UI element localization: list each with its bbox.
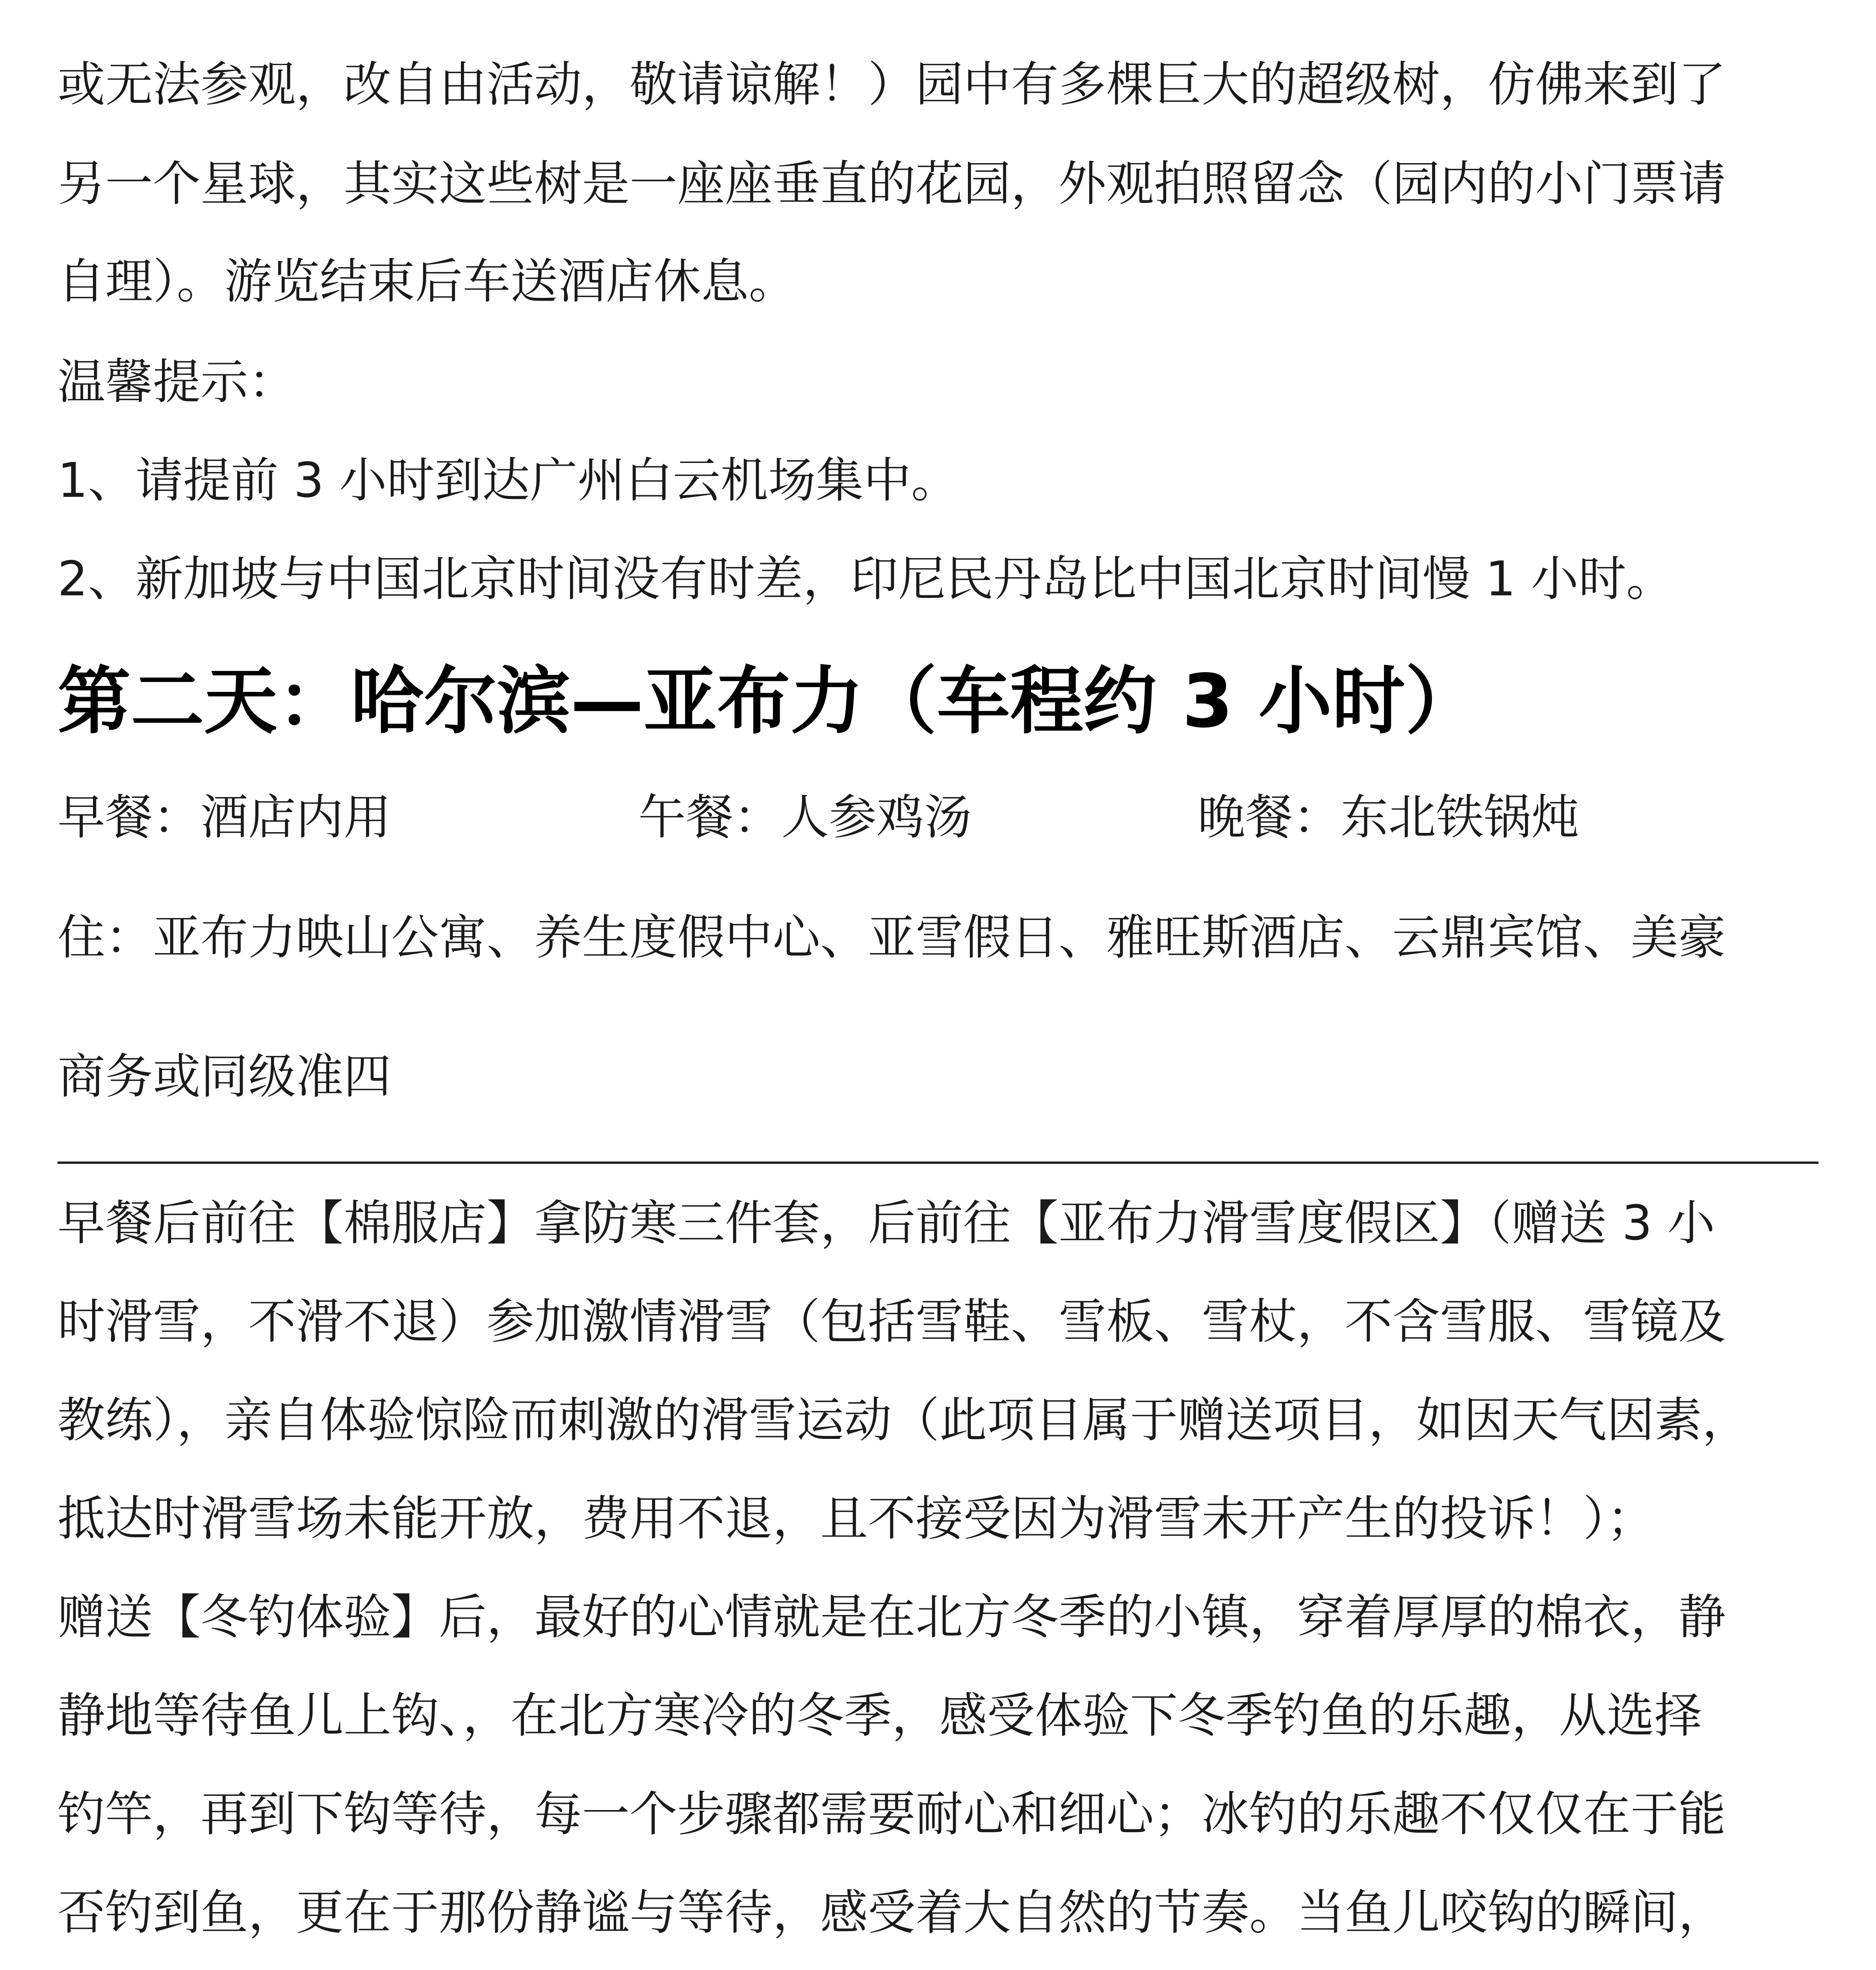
- meal-dinner: 晚餐：东北铁锅炖: [1198, 790, 1579, 845]
- day2-body-line-3: 教练），亲自体验惊险而刺激的滑雪运动（此项目属于赠送项目，如因天气因素，: [58, 1392, 1750, 1448]
- tip-1: 1、请提前 3 小时到达广州白云机场集中。: [58, 453, 959, 508]
- tips-title: 温馨提示：: [58, 354, 296, 410]
- day2-body-line-6: 静地等待鱼儿上钩、，在北方寒冷的冬季，感受体验下冬季钓鱼的乐趣，从选择: [58, 1688, 1702, 1743]
- day2-body-line-7: 钓竿，再到下钩等待，每一个步骤都需要耐心和细心；冰钓的乐趣不仅仅在于能: [58, 1786, 1726, 1842]
- intro-line-3: 自理）。游览结束后车送酒店休息。: [58, 254, 797, 309]
- stay-line-2: 商务或同级准四: [58, 1049, 392, 1104]
- day2-body-line-1: 早餐后前往【棉服店】拿防寒三件套，后前往【亚布力滑雪度假区】（赠送 3 小: [58, 1195, 1715, 1251]
- day2-body-line-4: 抵达时滑雪场未能开放，费用不退，且不接受因为滑雪未开产生的投诉！）；: [58, 1491, 1655, 1546]
- stay-line-1: 住：亚布力映山公寓、养生度假中心、亚雪假日、雅旺斯酒店、云鼎宾馆、美豪: [58, 910, 1726, 965]
- day2-body-line-2: 时滑雪，不滑不退）参加激情滑雪（包括雪鞋、雪板、雪杖，不含雪服、雪镜及: [58, 1294, 1726, 1349]
- meal-breakfast: 早餐：酒店内用: [58, 790, 392, 845]
- day2-heading: 第二天：哈尔滨—亚布力（车程约 3 小时）: [58, 658, 1479, 744]
- intro-line-2: 另一个星球，其实这些树是一座座垂直的花园，外观拍照留念（园内的小门票请: [58, 156, 1726, 212]
- day2-body-line-5: 赠送【冬钓体验】后，最好的心情就是在北方冬季的小镇，穿着厚厚的棉衣，静: [58, 1589, 1726, 1645]
- day2-body-line-8: 否钓到鱼，更在于那份静谧与等待，感受着大自然的节奏。当鱼儿咬钩的瞬间，: [58, 1885, 1726, 1940]
- tip-2: 2、新加坡与中国北京时间没有时差，印尼民丹岛比中国北京时间慢 1 小时。: [58, 551, 1674, 607]
- meal-lunch: 午餐：人参鸡汤: [638, 790, 972, 845]
- section-divider: [58, 1162, 1818, 1164]
- intro-line-1: 或无法参观，改自由活动，敬请谅解！）园中有多棵巨大的超级树，仿佛来到了: [58, 57, 1726, 112]
